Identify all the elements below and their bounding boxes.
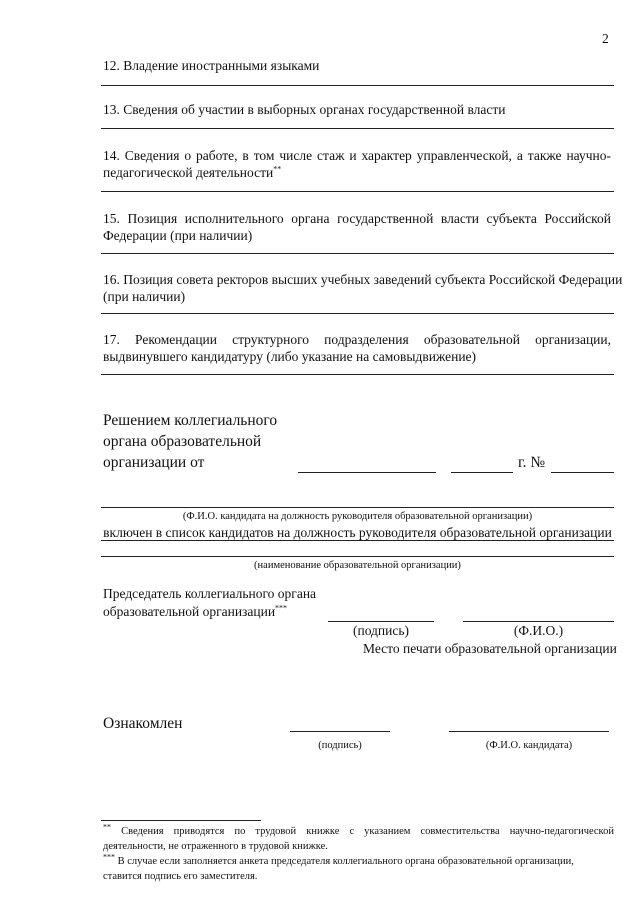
candidate-caption: (Ф.И.О. кандидата на должность руководителя образовательной организации) bbox=[182, 511, 533, 522]
section-17-line2: выдвинувшего кандидатуру (либо указание на самовыдвижение) bbox=[103, 349, 477, 364]
decision-date-day-line[interactable] bbox=[298, 472, 436, 473]
section-15-line1: 15. Позиция исполнительного органа государственной власти субъекта Российской bbox=[103, 211, 611, 226]
candidate-name-caption: (Ф.И.О. кандидата) bbox=[485, 740, 573, 751]
section-16-fill-line[interactable] bbox=[101, 313, 614, 314]
section-12-fill-line[interactable] bbox=[101, 85, 614, 86]
section-14-line2: педагогической деятельности** bbox=[103, 164, 282, 180]
candidate-signature-line[interactable] bbox=[290, 731, 390, 732]
included-underline bbox=[101, 540, 614, 541]
section-14-fill-line[interactable] bbox=[101, 191, 614, 192]
organization-name-line[interactable] bbox=[101, 556, 614, 557]
section-17-fill-line[interactable] bbox=[101, 374, 614, 375]
footnote-2: *** В случае если заполняется анкета председателя коллегиального органа образовательной организации, ставится подпись его заместителя. bbox=[103, 852, 574, 882]
candidate-signature-caption: (подпись) bbox=[318, 740, 362, 751]
section-15-line2: Федерации (при наличии) bbox=[103, 228, 253, 243]
section-17-line1: 17. Рекомендации структурного подразделения образовательной организации, bbox=[103, 332, 611, 347]
organization-caption: (наименование образовательной организации) bbox=[254, 560, 461, 571]
section-13-fill-line[interactable] bbox=[101, 128, 614, 129]
footnote-mark: *** bbox=[275, 603, 288, 613]
chairman-line2: образовательной организации*** bbox=[103, 603, 288, 619]
decision-date-month-line[interactable] bbox=[451, 472, 513, 473]
footnote-mark: *** bbox=[103, 852, 115, 862]
acquainted-label: Ознакомлен bbox=[103, 715, 183, 732]
candidate-name-line-bottom[interactable] bbox=[449, 731, 609, 732]
section-13-label: 13. Сведения об участии в выборных органах государственной власти bbox=[103, 102, 506, 117]
section-15-fill-line[interactable] bbox=[101, 253, 614, 254]
chairman-line1: Председатель коллегиального органа bbox=[103, 586, 317, 601]
included-text: включен в список кандидатов на должность руководителя образовательной организации bbox=[103, 525, 612, 540]
section-16-line2: (при наличии) bbox=[103, 289, 186, 304]
decision-year-number-label: г. № bbox=[518, 454, 546, 471]
footnote-mark: ** bbox=[103, 822, 111, 832]
decision-line1: Решением коллегиального bbox=[103, 412, 278, 429]
chairman-name-caption: (Ф.И.О.) bbox=[513, 623, 564, 638]
chairman-signature-caption: (подпись) bbox=[352, 623, 410, 638]
candidate-name-line[interactable] bbox=[101, 507, 614, 508]
section-16-line1: 16. Позиция совета ректоров высших учебных заведений субъекта Российской Федерации bbox=[103, 272, 623, 287]
section-14-line1: 14. Сведения о работе, в том числе стаж и характер управленческой, а также научно- bbox=[103, 148, 611, 163]
section-12-label: 12. Владение иностранными языками bbox=[103, 58, 320, 73]
decision-line3: организации от bbox=[103, 454, 205, 471]
page-number: 2 bbox=[602, 31, 609, 46]
decision-line2: органа образовательной bbox=[103, 433, 262, 450]
stamp-place-label: Место печати образовательной организации bbox=[363, 641, 617, 656]
footnote-mark: ** bbox=[273, 164, 282, 174]
footnote-1: ** Сведения приводятся по трудовой книжке с указанием совместительства научно-педагогической деятельности, не отраженного в трудовой книжке. bbox=[103, 822, 614, 852]
footnote-separator bbox=[101, 820, 261, 821]
decision-number-line[interactable] bbox=[551, 472, 614, 473]
